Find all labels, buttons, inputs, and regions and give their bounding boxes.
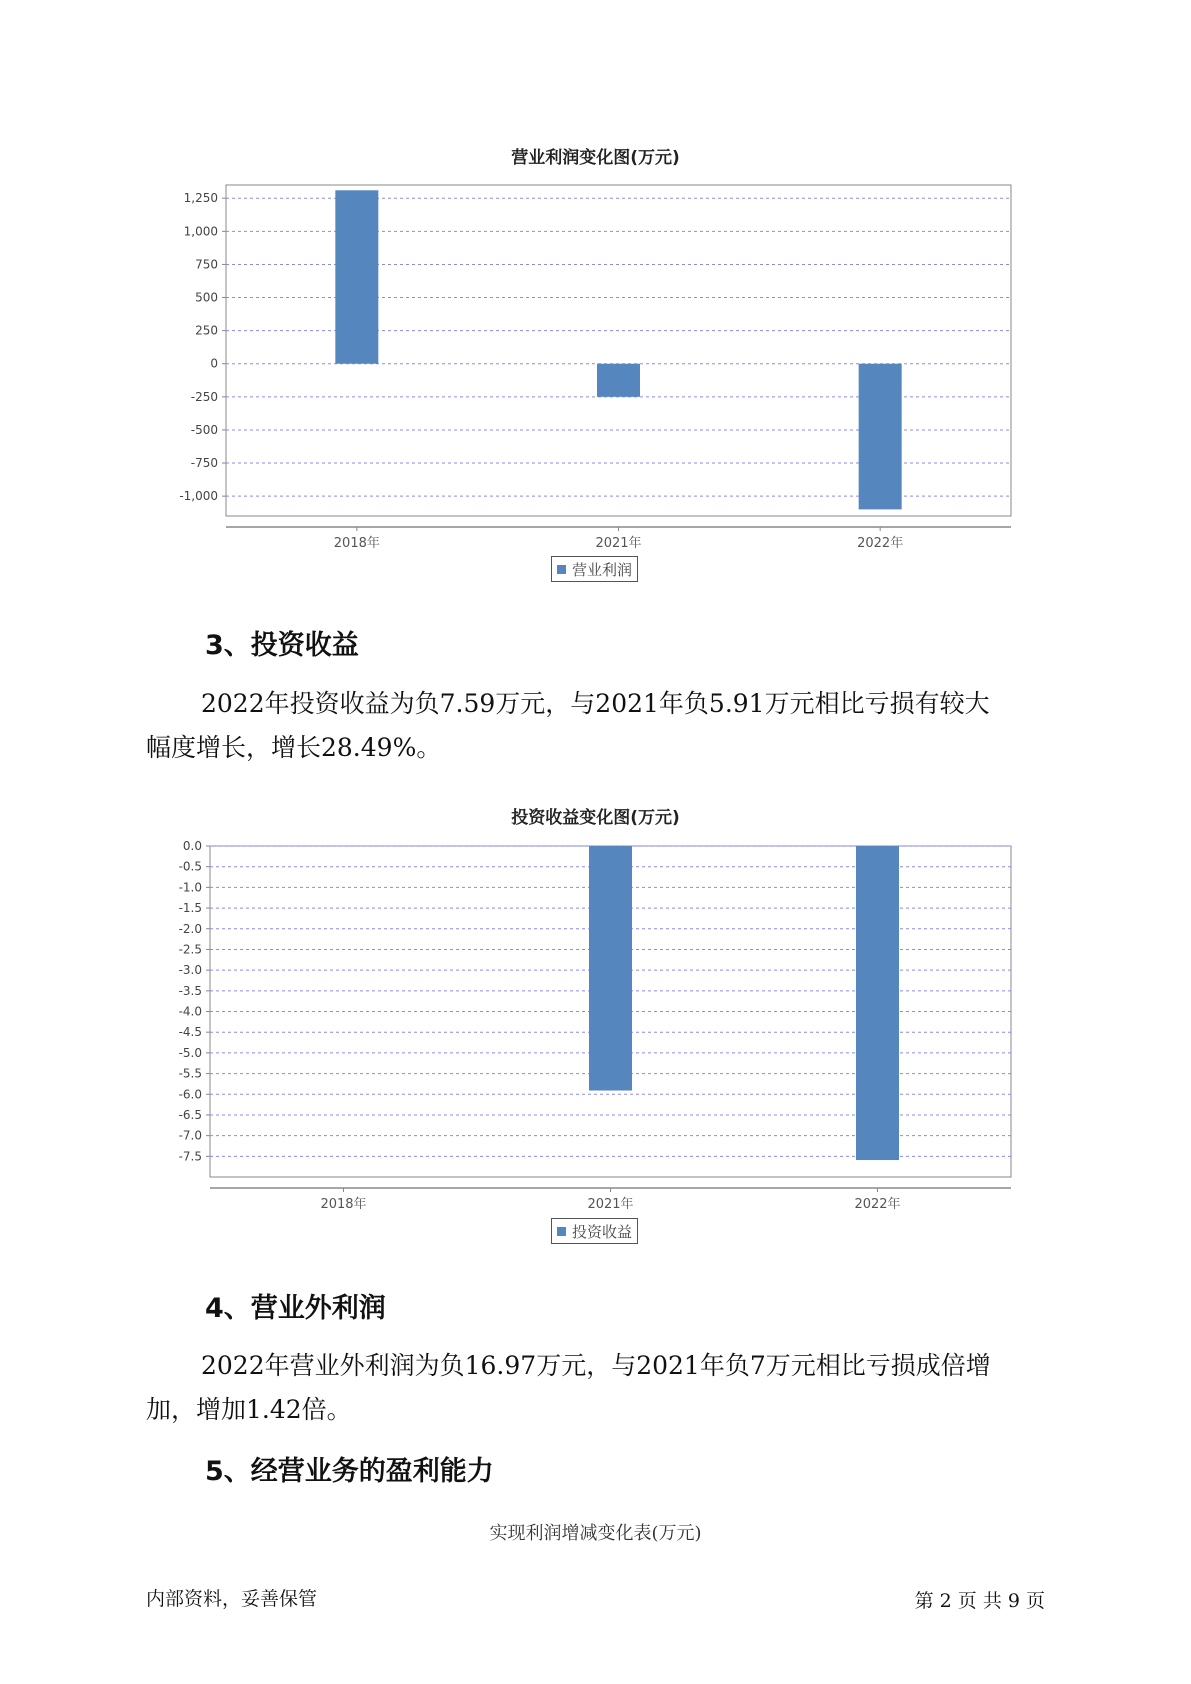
footer-confidential: 内部资料，妥善保管 (146, 1588, 318, 1610)
section3-line2: 幅度增长，增长28.49%。 (146, 733, 442, 762)
y-tick-label: 0.0 (182, 839, 202, 853)
legend-swatch (557, 1227, 566, 1236)
bar-2021年 (597, 364, 640, 397)
x-tick-label: 2018年 (320, 1197, 367, 1212)
y-tick-label: -4.5 (178, 1025, 202, 1040)
y-tick-label: -4.0 (178, 1004, 202, 1019)
y-tick-label: -7.5 (178, 1149, 202, 1164)
chart2-legend (551, 1218, 638, 1244)
investment-income-chart (0, 830, 1191, 1250)
section3-line1: 2022年投资收益为负7.59万元，与2021年负5.91万元相比亏损有较大 (201, 689, 990, 718)
y-tick-label: 250 (195, 323, 218, 338)
x-tick-label: 2021年 (587, 1197, 634, 1212)
y-tick-label: -5.0 (178, 1045, 202, 1060)
chart1-title: 营业利润变化图(万元) (511, 148, 680, 168)
x-tick-label: 2022年 (857, 536, 904, 551)
bar-2018年 (335, 190, 378, 363)
y-tick-label: -750 (190, 456, 218, 471)
y-tick-label: -250 (190, 389, 218, 404)
bar-2021年 (589, 846, 632, 1091)
y-tick-label: -2.5 (178, 942, 202, 957)
y-tick-label: 1,250 (183, 191, 218, 206)
y-tick-label: 0 (210, 356, 218, 371)
chart2-legend-label: 投资收益 (572, 1222, 633, 1241)
section3-heading: 3、投资收益 (205, 630, 359, 661)
y-tick-label: -3.5 (178, 983, 202, 998)
chart1-legend (551, 556, 638, 582)
y-tick-label: -3.0 (178, 963, 202, 978)
section3-paragraph (146, 682, 1046, 770)
chart1-legend-label: 营业利润 (572, 560, 633, 579)
footer-page-number: 第 2 页 共 9 页 (914, 1590, 1045, 1612)
bar-2022年 (859, 364, 902, 510)
y-tick-label: -0.5 (178, 859, 202, 874)
section4-heading: 4、营业外利润 (205, 1293, 386, 1324)
y-tick-label: -2.0 (178, 921, 202, 936)
y-tick-label: -500 (190, 422, 218, 437)
section4-line2: 加，增加1.42倍。 (146, 1395, 352, 1424)
y-tick-label: 1,000 (183, 224, 218, 239)
y-tick-label: 500 (195, 290, 218, 305)
y-tick-label: -1,000 (179, 489, 218, 504)
y-tick-label: 750 (195, 257, 218, 272)
bar-2022年 (856, 846, 899, 1160)
y-tick-label: -7.0 (178, 1128, 202, 1143)
chart2-title: 投资收益变化图(万元) (511, 808, 680, 828)
legend-swatch (557, 565, 566, 574)
section5-heading: 5、经营业务的盈利能力 (205, 1456, 494, 1487)
x-tick-label: 2021年 (595, 536, 642, 551)
y-tick-label: -1.0 (178, 880, 202, 895)
x-tick-label: 2022年 (854, 1197, 901, 1212)
y-tick-label: -1.5 (178, 901, 202, 916)
operating-profit-chart (0, 170, 1191, 590)
y-tick-label: -5.5 (178, 1066, 202, 1081)
y-tick-label: -6.0 (178, 1087, 202, 1102)
table-caption: 实现利润增减变化表(万元) (489, 1523, 702, 1544)
x-tick-label: 2018年 (333, 536, 380, 551)
y-tick-label: -6.5 (178, 1107, 202, 1122)
section4-paragraph (146, 1344, 1046, 1432)
section4-line1: 2022年营业外利润为负16.97万元，与2021年负7万元相比亏损成倍增 (201, 1351, 991, 1380)
